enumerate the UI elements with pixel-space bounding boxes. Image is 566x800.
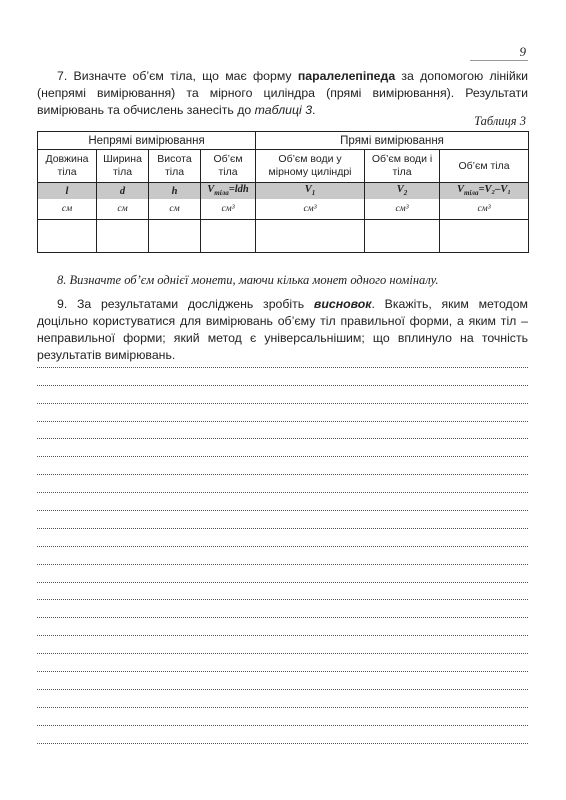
header-height: Висота тіла	[149, 150, 201, 183]
group-direct: Прямі вимірювання	[256, 132, 529, 150]
answer-line[interactable]	[37, 618, 528, 636]
task-8-text: 8. Визначте об’єм однієї монети, маючи кілька монет одного номіналу.	[57, 273, 439, 287]
header-length: Довжина тіла	[38, 150, 97, 183]
symbol-v-direct: $V_{тіла}=V_2-V_1$	[440, 183, 529, 200]
data-cell-width[interactable]	[97, 220, 149, 253]
answer-line[interactable]	[37, 565, 528, 583]
answer-line[interactable]	[37, 547, 528, 565]
unit-water-volume: см³	[256, 199, 365, 220]
data-cell-length[interactable]	[38, 220, 97, 253]
task-7-text	[37, 68, 528, 119]
unit-volume-direct: см³	[440, 199, 529, 220]
symbol-l: l	[38, 183, 97, 200]
header-water-body-volume: Об’єм води і тіла	[365, 150, 440, 183]
data-cell-volume-direct[interactable]	[440, 220, 529, 253]
data-cell-volume-calc[interactable]	[201, 220, 256, 253]
data-cell-water-body-volume[interactable]	[365, 220, 440, 253]
task-9-part-1: 9. За результатами досліджень зробіть	[57, 297, 314, 311]
table-3	[37, 131, 529, 253]
page-number: 9	[519, 44, 526, 59]
group-indirect: Непрямі вимірювання	[38, 132, 256, 150]
answer-line[interactable]	[37, 386, 528, 404]
answer-line[interactable]	[37, 690, 528, 708]
data-cell-height[interactable]	[149, 220, 201, 253]
unit-width: см	[97, 199, 149, 220]
header-volume-calc: Об’єм тіла	[201, 150, 256, 183]
table-caption: Таблиця 3	[474, 114, 526, 128]
task-7-part-2: за допомогою лінійки (непрямі вимірювання) та мірного циліндра (прямі вимірювання). Результати вимірювань та обчислень занесіть до	[37, 69, 528, 117]
unit-water-body-volume: см³	[365, 199, 440, 220]
symbol-v-calc: $V_{тіла}=ldh$	[201, 183, 256, 200]
symbol-v1: $V_1$	[256, 183, 365, 200]
symbol-h: h	[149, 183, 201, 200]
answer-line[interactable]	[37, 368, 528, 386]
unit-length: см	[38, 199, 97, 220]
task-7-italic: таблиці 3	[254, 103, 313, 117]
task-7-part-3: .	[312, 103, 316, 117]
answer-line[interactable]	[37, 708, 528, 726]
answer-line[interactable]	[37, 600, 528, 618]
header-rule	[470, 60, 528, 61]
answer-line[interactable]	[37, 529, 528, 547]
symbol-v2: $V_2$	[365, 183, 440, 200]
answer-line[interactable]	[37, 583, 528, 601]
symbol-d: d	[97, 183, 149, 200]
answer-line[interactable]	[37, 350, 528, 368]
answer-line[interactable]	[37, 457, 528, 475]
answer-line[interactable]	[37, 726, 528, 744]
task-7-part-1: 7. Визначте об’єм тіла, що має форму	[57, 69, 298, 83]
header-water-volume: Об’єм води у мірному циліндрі	[256, 150, 365, 183]
answer-line[interactable]	[37, 511, 528, 529]
unit-height: см	[149, 199, 201, 220]
answer-line[interactable]	[37, 422, 528, 440]
task-7-bold: паралелепіпеда	[297, 69, 396, 83]
answer-lines[interactable]	[37, 350, 528, 744]
header-volume-direct: Об’єм тіла	[440, 150, 529, 183]
answer-line[interactable]	[37, 493, 528, 511]
task-9-emphasis: висновок	[313, 297, 372, 311]
data-cell-water-volume[interactable]	[256, 220, 365, 253]
unit-volume-calc: см³	[201, 199, 256, 220]
answer-line[interactable]	[37, 654, 528, 672]
answer-line[interactable]	[37, 404, 528, 422]
answer-line[interactable]	[37, 636, 528, 654]
header-width: Ширина тіла	[97, 150, 149, 183]
answer-line[interactable]	[37, 439, 528, 457]
task-9-part-2: . Вкажіть, яким методом доцільно користуватися для вимірювань об’єму тіл правильної форми, а яким тіл – неправильної форми; який метод є універсальнішим; що вплинуло на точність результатів вимірювань.	[37, 297, 528, 362]
answer-line[interactable]	[37, 672, 528, 690]
answer-line[interactable]	[37, 475, 528, 493]
